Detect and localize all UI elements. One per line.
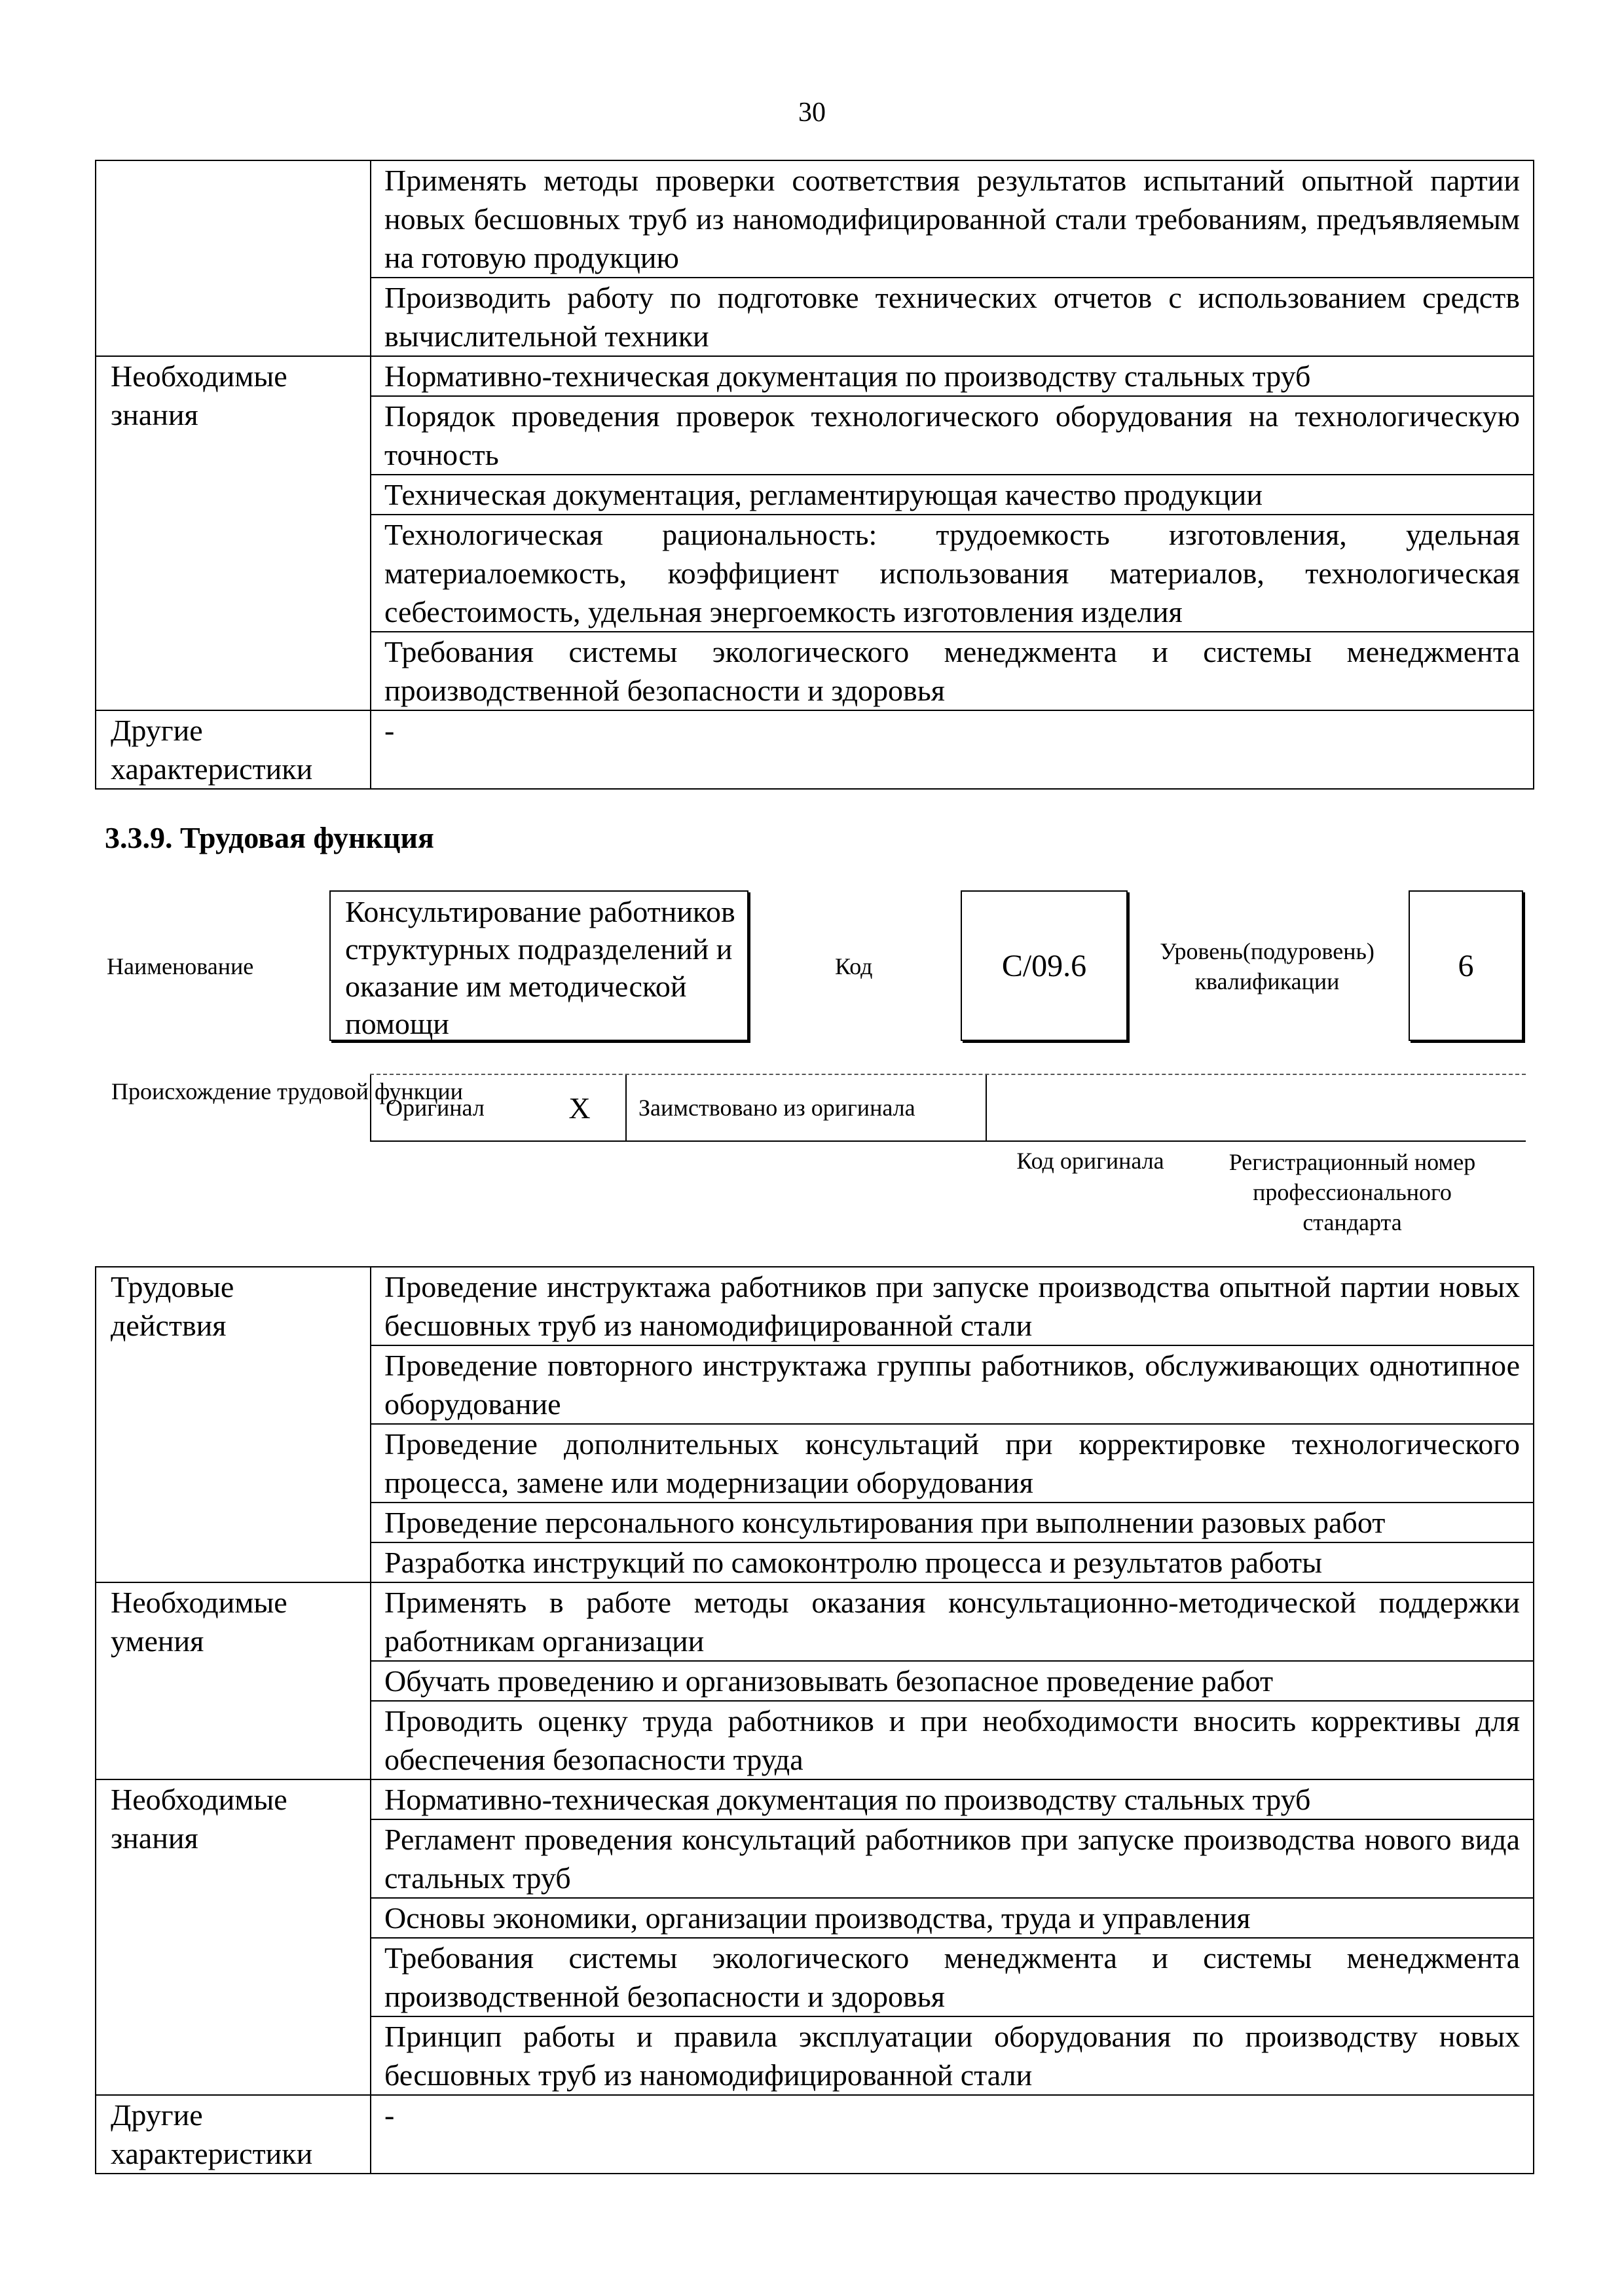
registration-number-caption: Регистрационный номер профессионального стандарта: [1228, 1149, 1476, 1235]
action-item: Проведение инструктажа работников при запуске производства опытной партии новых бесшовных труб из наномодифицированной стали: [371, 1267, 1534, 1345]
knowledge-item: Требования системы экологического менеджмента и системы менеджмента производственной безопасности и здоровья: [371, 1938, 1534, 2016]
skill-item: Применять в работе методы оказания консультационно-методической поддержки работникам организации: [371, 1582, 1534, 1661]
function-details-table: [95, 1266, 1534, 2174]
origin-label: Происхождение трудовой функции: [111, 1078, 463, 1104]
table-row: [96, 1582, 1534, 1661]
skill-item: Обучать проведению и организовывать безопасное проведение работ: [371, 1661, 1534, 1701]
origin-mark: X: [568, 1091, 591, 1125]
other-value: -: [371, 710, 1534, 789]
knowledge-item: Принцип работы и правила эксплуатации оборудования по производству новых бесшовных труб из наномодифицированной стали: [371, 2016, 1534, 2095]
skill-item: Проводить оценку труда работников и при необходимости вносить коррективы для обеспечения безопасности труда: [371, 1701, 1534, 1779]
function-name-box: Консультирование работников структурных подразделений и оказание им методической помощи: [329, 890, 748, 1041]
knowledge-item: Регламент проведения консультаций работников при запуске производства нового вида стальных труб: [371, 1819, 1534, 1898]
skills-label: Необходимые умения: [96, 1582, 371, 1779]
table-row: [96, 1779, 1534, 1819]
action-item: Разработка инструкций по самоконтролю процесса и результатов работы: [371, 1542, 1534, 1582]
skill-item: Производить работу по подготовке технических отчетов с использованием средств вычислительной техники: [371, 278, 1534, 356]
empty-label-cell: [96, 160, 371, 356]
origin-row: [370, 1074, 1526, 1142]
code-label: Код: [835, 953, 873, 979]
page-number: 30: [798, 98, 826, 128]
top-requirements-table: [95, 160, 1534, 790]
knowledge-item: Нормативно-техническая документация по производству стальных труб: [371, 356, 1534, 396]
actions-label: Трудовые действия: [96, 1267, 371, 1582]
qualification-level-box: 6: [1409, 890, 1523, 1041]
knowledge-item: Техническая документация, регламентирующая качество продукции: [371, 475, 1534, 515]
origin-code-cell: [986, 1075, 1208, 1140]
knowledge-item: Требования системы экологического менеджмента и системы менеджмента производственной безопасности и здоровья: [371, 632, 1534, 710]
origin-reg-cell: [1208, 1075, 1526, 1140]
table-row: [96, 160, 1534, 278]
knowledge-item: Нормативно-техническая документация по производству стальных труб: [371, 1779, 1534, 1819]
qualification-level-label: Уровень(подуровень) квалификации: [1160, 938, 1375, 994]
function-code-box: C/09.6: [961, 890, 1128, 1041]
table-row: [96, 356, 1534, 396]
knowledge-item: Основы экономики, организации производства, труда и управления: [371, 1898, 1534, 1938]
origin-borrowed-cell: Заимствовано из оригинала: [625, 1075, 986, 1140]
other-label: Другие характеристики: [96, 2095, 371, 2174]
code-original-caption: Код оригинала: [1016, 1148, 1164, 1174]
other-label: Другие характеристики: [96, 710, 371, 789]
table-row: [96, 1267, 1534, 1345]
knowledge-label: Необходимые знания: [96, 356, 371, 710]
action-item: Проведение персонального консультирования при выполнении разовых работ: [371, 1503, 1534, 1542]
name-label: Наименование: [107, 953, 254, 979]
action-item: Проведение повторного инструктажа группы работников, обслуживающих однотипное оборудование: [371, 1345, 1534, 1424]
origin-original-cell: Оригинал: [370, 1075, 534, 1140]
skill-item: Применять методы проверки соответствия результатов испытаний опытной партии новых бесшовных труб из наномодифицированной стали требованиям, предъявляемым на готовую продукцию: [371, 160, 1534, 278]
knowledge-label: Необходимые знания: [96, 1779, 371, 2095]
section-heading: 3.3.9. Трудовая функция: [105, 821, 434, 854]
knowledge-item: Технологическая рациональность: трудоемкость изготовления, удельная материалоемкость, коэффициент использования материалов, технологическая себестоимость, удельная энергоемкость изготовления изделия: [371, 515, 1534, 632]
table-row: [96, 710, 1534, 789]
action-item: Проведение дополнительных консультаций при корректировке технологического процесса, замене или модернизации оборудования: [371, 1424, 1534, 1503]
table-row: [96, 2095, 1534, 2174]
knowledge-item: Порядок проведения проверок технологического оборудования на технологическую точность: [371, 396, 1534, 475]
other-value: -: [371, 2095, 1534, 2174]
